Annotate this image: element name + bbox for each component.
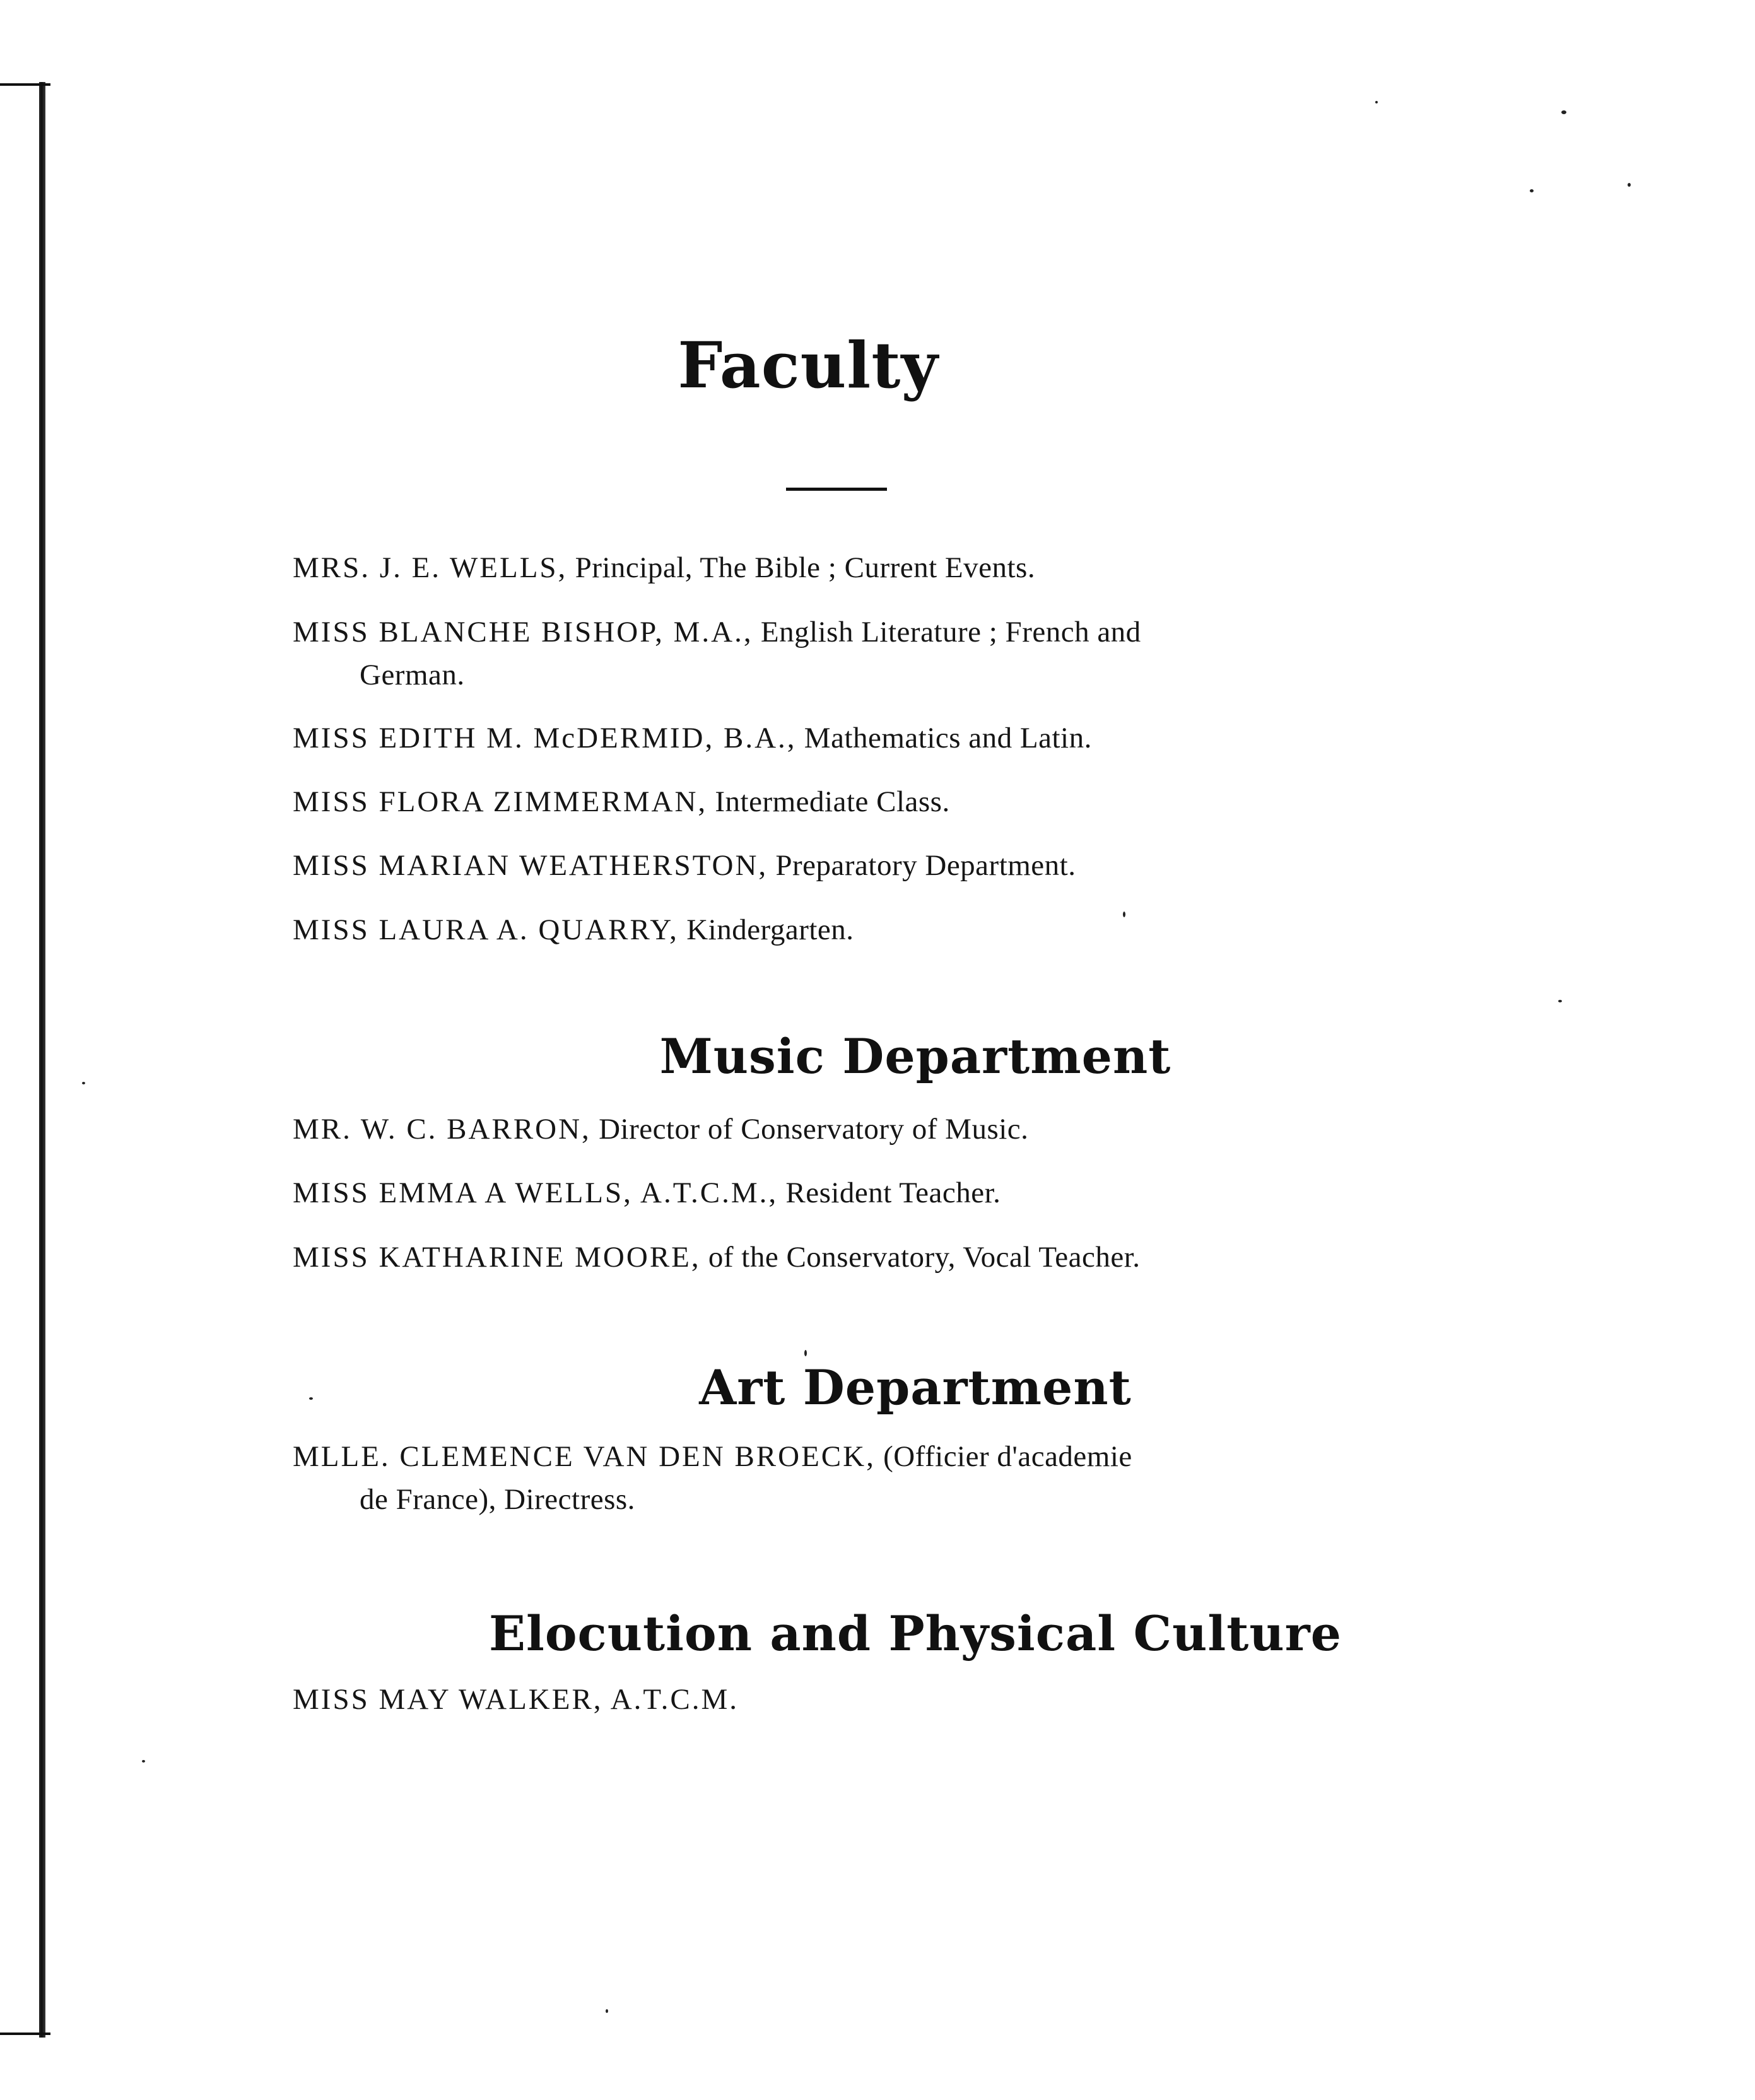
- music-name: MISS EMMA A WELLS, A.T.C.M.,: [293, 1176, 778, 1209]
- elocution-heading: Elocution and Physical Culture: [489, 1605, 1342, 1662]
- scan-speck: [804, 1350, 807, 1356]
- scan-speck: [1530, 189, 1534, 192]
- music-detail: of the Conservatory, Vocal Teacher.: [700, 1241, 1141, 1274]
- faculty-detail: Principal, The Bible ; Current Events.: [567, 551, 1036, 584]
- faculty-name: MISS BLANCHE BISHOP, M.A.,: [293, 616, 753, 648]
- music-name: MR. W. C. BARRON,: [293, 1113, 591, 1146]
- faculty-entry: [293, 717, 1403, 760]
- music-entry: [293, 1171, 1403, 1214]
- music-entry: [293, 1236, 1403, 1279]
- faculty-entry: [293, 908, 1403, 951]
- art-detail: (Officier d'academie: [875, 1440, 1132, 1473]
- scan-speck: [606, 2009, 608, 2013]
- faculty-name: MISS EDITH M. McDERMID, B.A.,: [293, 722, 797, 754]
- faculty-entry: [293, 546, 1403, 589]
- elocution-name: MISS MAY WALKER, A.T.C.M.: [293, 1683, 739, 1716]
- music-entry: [293, 1108, 1403, 1151]
- faculty-entry: [293, 611, 1403, 696]
- binding-mark-bottom: [0, 2033, 50, 2035]
- faculty-name: MISS MARIAN WEATHERSTON,: [293, 849, 768, 882]
- faculty-detail: Preparatory Department.: [768, 849, 1076, 882]
- scan-speck: [1558, 1000, 1562, 1002]
- faculty-detail: English Literature ; French and: [753, 616, 1141, 648]
- scan-speck: [1561, 110, 1566, 114]
- art-detail-continued: de France), Directress.: [360, 1483, 635, 1516]
- art-entry: [293, 1435, 1403, 1521]
- music-detail: Director of Conservatory of Music.: [590, 1113, 1029, 1146]
- art-name: MLLE. CLEMENCE VAN DEN BROECK,: [293, 1440, 876, 1473]
- music-department-heading: Music Department: [659, 1028, 1171, 1084]
- faculty-detail: Kindergarten.: [678, 913, 854, 946]
- heading-rule: [786, 488, 887, 491]
- faculty-name: MISS FLORA ZIMMERMAN,: [293, 785, 708, 818]
- faculty-name: MRS. J. E. WELLS,: [293, 551, 568, 584]
- music-name: MISS KATHARINE MOORE,: [293, 1241, 701, 1274]
- music-detail: Resident Teacher.: [778, 1176, 1001, 1209]
- faculty-detail: Intermediate Class.: [707, 785, 950, 818]
- scan-speck: [1628, 183, 1631, 187]
- faculty-detail: Mathematics and Latin.: [796, 722, 1092, 754]
- faculty-name: MISS LAURA A. QUARRY,: [293, 913, 679, 946]
- scan-speck: [1375, 101, 1378, 103]
- faculty-heading: Faculty: [678, 328, 939, 402]
- scan-speck: [142, 1760, 145, 1763]
- faculty-entry: [293, 780, 1403, 823]
- binding-mark-top: [0, 83, 50, 86]
- elocution-entry: [293, 1678, 1403, 1721]
- faculty-entry: [293, 844, 1403, 887]
- art-department-heading: Art Department: [699, 1359, 1132, 1416]
- faculty-detail-continued: German.: [360, 659, 465, 691]
